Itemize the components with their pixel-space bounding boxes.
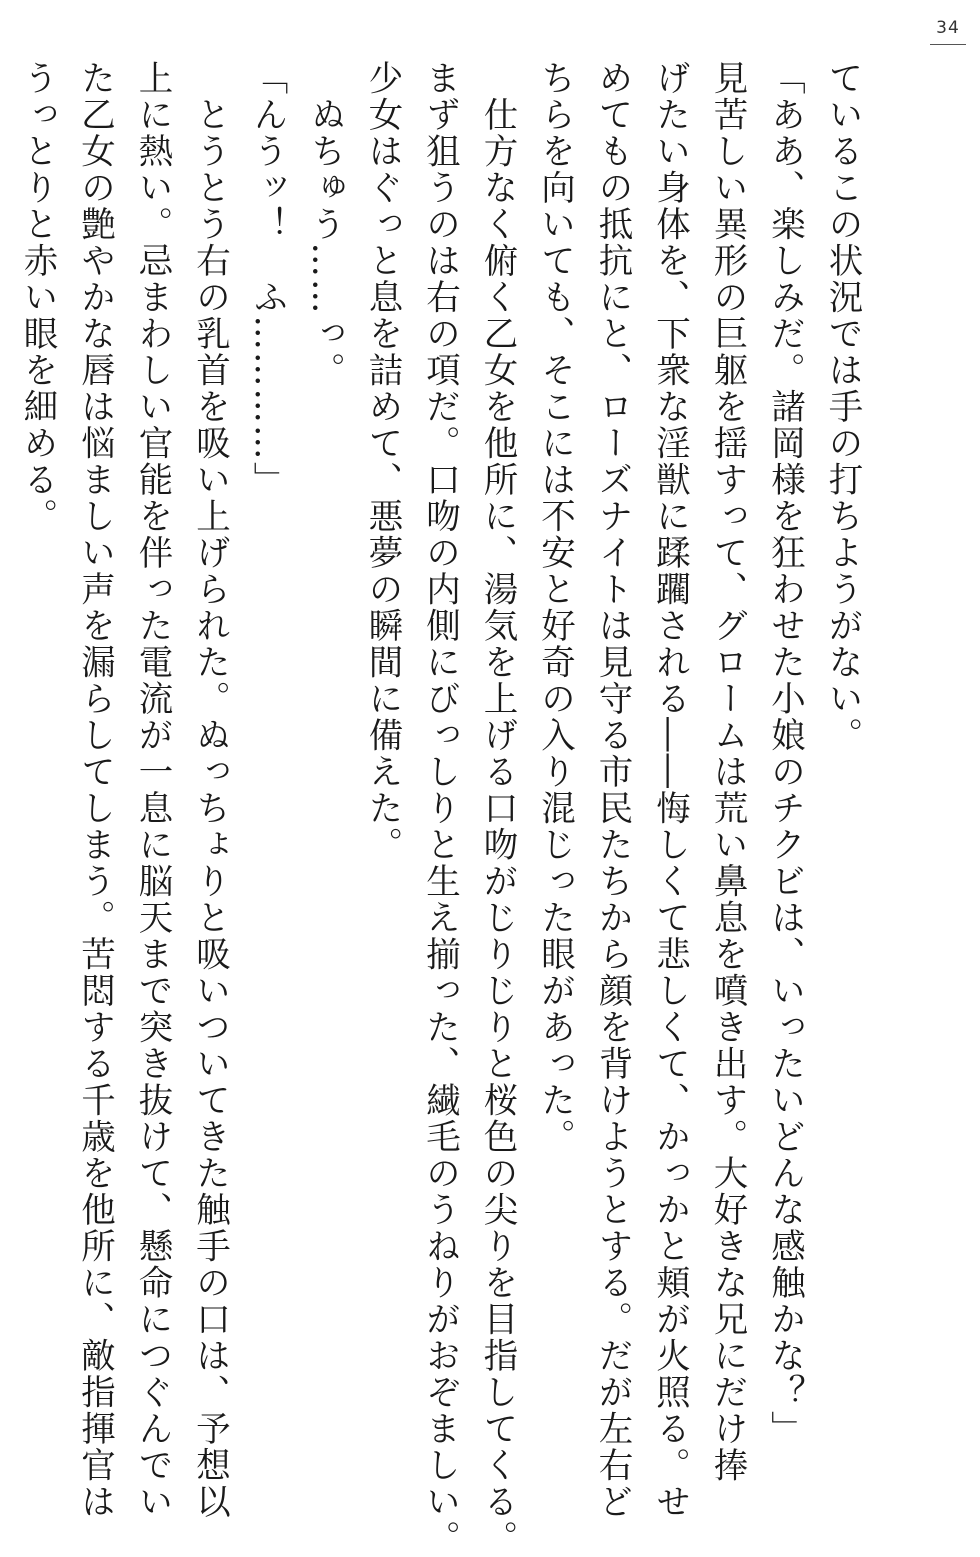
text-line: た乙女の艶やかな唇は悩ましい声を漏らしてしまう。苦悶する千歳を他所に、敵指揮官は — [74, 60, 115, 1520]
text-line: 「んうッ！ ふ…………」 — [247, 60, 287, 498]
page-number: 34 — [936, 18, 960, 38]
text-line: ぬちゅう……っ。 — [304, 60, 345, 389]
page-number-rule — [930, 44, 966, 45]
text-line: 仕方なく俯く乙女を他所に、湯気を上げる口吻がじりじりと桜色の尖りを目指してくる。 — [477, 60, 517, 1557]
text-line: 「ああ、楽しみだ。諸岡様を狂わせた小娘のチクビは、いったいどんな感触かな？」 — [764, 60, 805, 1447]
text-line: ているこの状況では手の打ちようがない。 — [822, 60, 862, 754]
text-line: とうとう右の乳首を吸い上げられた。ぬっちょりと吸いついてきた触手の口は、予想以 — [189, 60, 230, 1520]
text-line: めてもの抵抗にと、ローズナイトは見守る市民たちから顔を背けようとする。だが左右ど — [592, 60, 632, 1520]
text-line: げたい身体を、下衆な淫獣に蹂躙される――悔しくて悲しくて、かっかと頬が火照る。せ — [649, 60, 690, 1520]
text-line: 上に熱い。忌まわしい官能を伴った電流が一息に脳天まで突き抜けて、懸命につぐんでい — [132, 60, 172, 1520]
text-line: 少女はぐっと息を詰めて、悪夢の瞬間に備えた。 — [362, 60, 402, 863]
vertical-text-body — [0, 60, 870, 1557]
text-line: まず狙うのは右の項だ。口吻の内側にびっしりと生え揃った、繊毛のうねりがおぞましい。 — [419, 60, 460, 1557]
text-line: ちらを向いても、そこには不安と好奇の入り混じった眼があった。 — [534, 60, 575, 1155]
text-line — [0, 60, 8, 1350]
text-line: 見苦しい異形の巨躯を揺すって、グロームは荒い鼻息を噴き出す。大好きな兄にだけ捧 — [707, 60, 747, 1484]
text-line: うっとりと赤い眼を細める。 — [17, 60, 57, 535]
